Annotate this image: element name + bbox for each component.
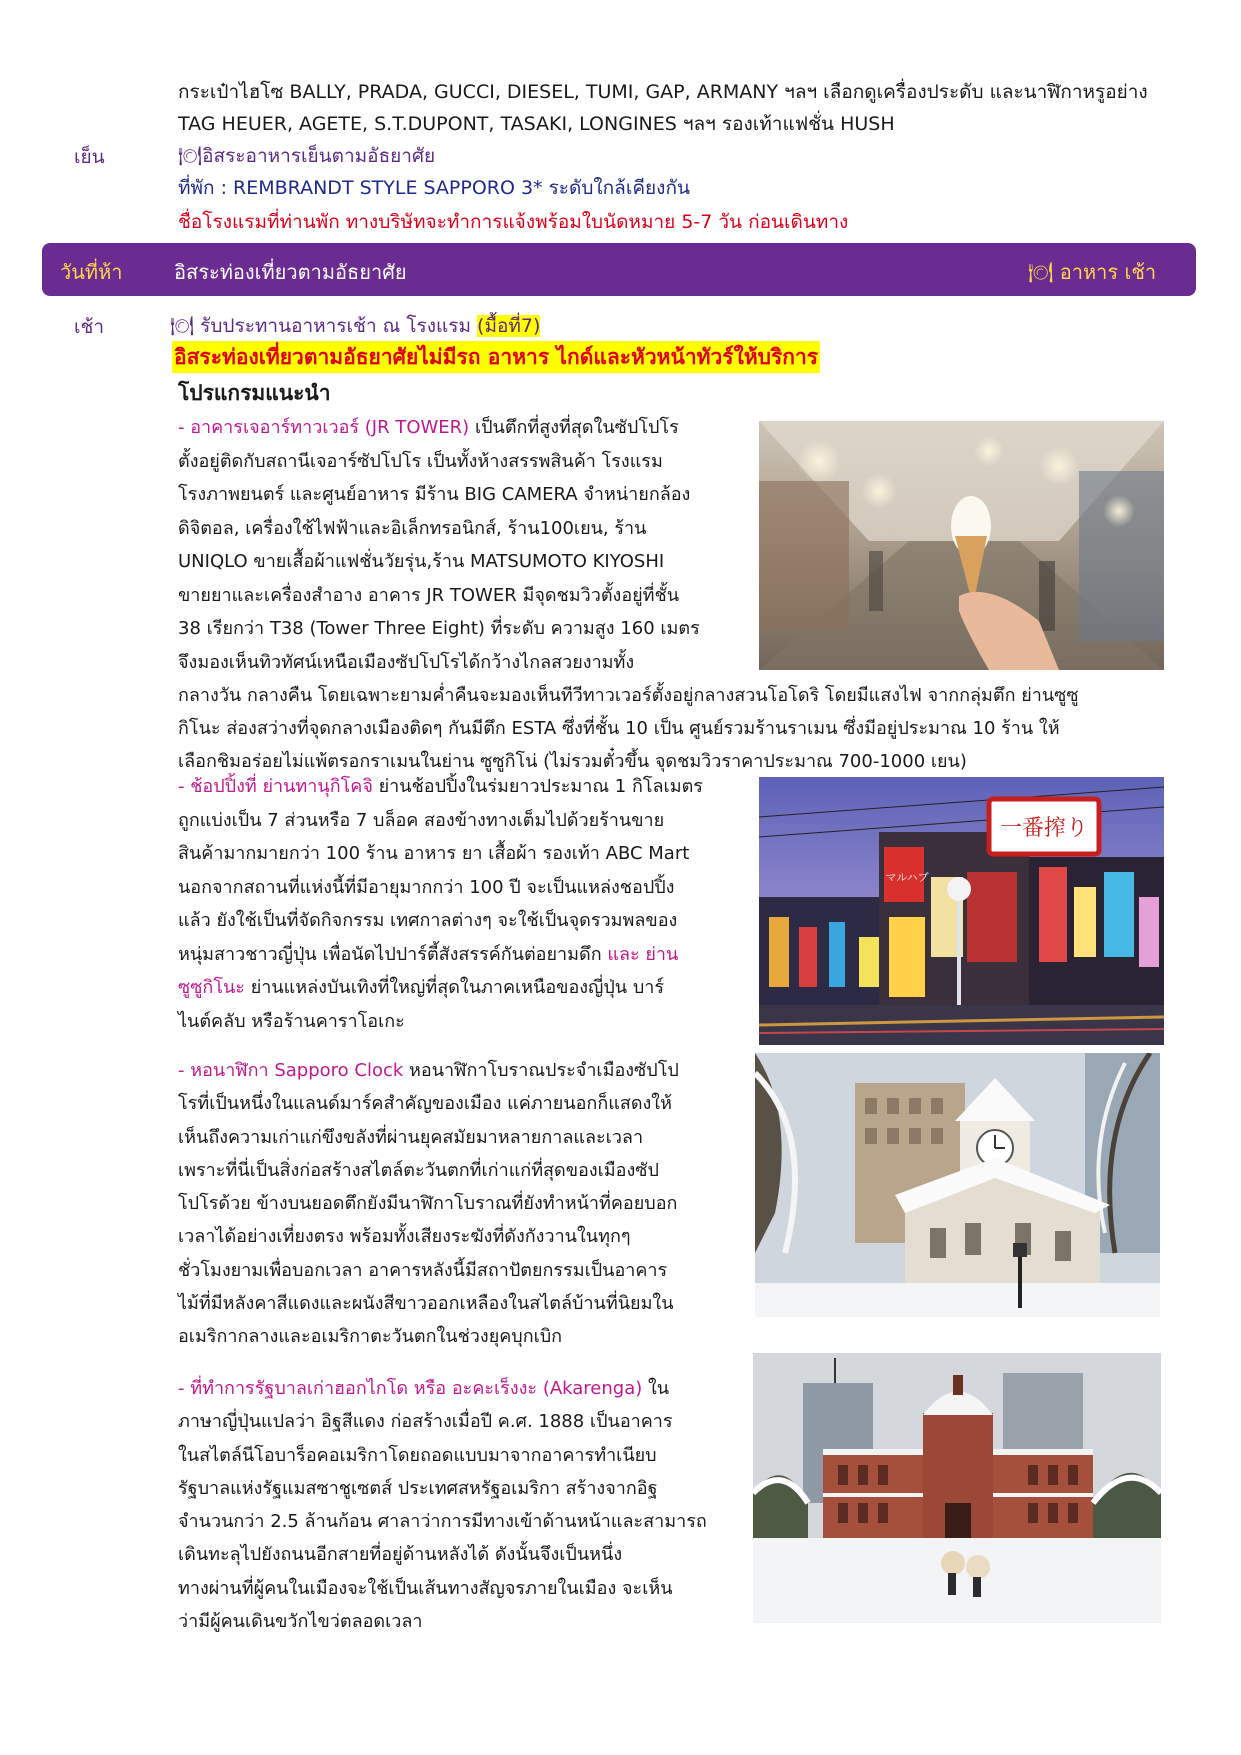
jr-line: จึงมองเห็นทิวทัศน์เหนือเมืองซัปโปโรได้กว้างไกลสวยงามทั้ง: [178, 651, 635, 673]
breakfast-text: 🍽 รับประทานอาหารเช้า ณ โรงแรม: [170, 315, 471, 337]
tanuki-line: หนุ่มสาวชาวญี่ปุ่น เพื่อนัดไปปาร์ตี้สังสรรค์กันต่อยามดึก: [178, 943, 602, 965]
jr-line: ตั้งอยู่ติดกับสถานีเจอาร์ซัปโปโร เป็นทั้งห้างสรรพสินค้า โรงแรม: [178, 450, 663, 472]
clock-line: โรที่เป็นหนึ่งในแลนด์มาร์คสำคัญของเมือง แค่ภายนอกก็แสดงให้: [178, 1093, 672, 1115]
day-meals: 🍽 อาหาร เช้า: [1028, 260, 1157, 284]
hotel-notice: ชื่อโรงแรมที่ท่านพัก ทางบริษัทจะทำการแจ้งพร้อมใบนัดหมาย 5-7 วัน ก่อนเดินทาง: [178, 211, 849, 233]
akarenga-line: ทางผ่านที่ผู้คนในเมืองจะใช้เป็นเส้นทางสัญจรภายในเมือง จะเห็น: [178, 1577, 673, 1599]
photo-akarenga: [753, 1353, 1161, 1623]
akarenga-line: เดินทะลุไปยังถนนอีกสายที่อยู่ด้านหลังได้ ดังนั้นจึงเป็นหนึ่ง: [178, 1544, 623, 1566]
tanukikoji-title: - ช้อปปิ้งที่ ย่านทานุกิโคจิ: [178, 776, 373, 797]
shopping-brands-line-1: กระเป๋าไฮโซ BALLY, PRADA, GUCCI, DIESEL, TUMI, GAP, ARMANY ฯลฯ เลือกดูเครื่องประดับ และนาฬิกาหรูอย่าง: [178, 81, 1148, 103]
akarenga-line: จำนวนกว่า 2.5 ล้านก้อน ศาลาว่าการมีทางเข้าด้านหน้าและสามารถ: [178, 1511, 707, 1533]
program-title: โปรแกรมแนะนำ: [178, 381, 331, 405]
akarenga-title: - ที่ทำการรัฐบาลเก่าฮอกไกโด หรือ อะคะเร็งงะ (Akarenga): [178, 1378, 643, 1399]
clock-line: ชั่วโมงยามเพื่อบอกเวลา อาคารหลังนี้มีสถาปัตยกรรมเป็นอาคาร: [178, 1259, 668, 1281]
photo-susukino-night: [759, 777, 1164, 1045]
breakfast-info: [170, 310, 540, 342]
day-title: อิสระท่องเที่ยวตามอัธยาศัย: [174, 260, 407, 284]
day-number: วันที่ห้า: [60, 260, 123, 284]
jr-tower-narrow: [178, 411, 738, 679]
jr-line: เลือกชิมอร่อยไม่แพ้ตรอกราเมนในย่าน ซูซูกิโน่ (ไม่รวมตั๋วขึ้น จุดชมวิวราคาประมาณ 700-1000 เยน): [178, 751, 967, 772]
akarenga-line: ว่ามีผู้คนเดินขวักไขว่ตลอดเวลา: [178, 1611, 423, 1633]
akarenga-line: ในสไตล์นีโอบาร็อคอเมริกาโดยถอดแบบมาจากอาคารทำเนียบ: [178, 1444, 657, 1466]
tanukikoji-text: [178, 770, 738, 1038]
clock-line: เห็นถึงความเก่าแก่ขึงขลังที่ผ่านยุคสมัยมาหลายกาลและเวลา: [178, 1126, 644, 1148]
sapporo-clock-title: - หอนาฬิกา Sapporo Clock: [178, 1060, 404, 1081]
clock-line: อเมริกากลางและอเมริกาตะวันตกในช่วงยุคบุกเบิก: [178, 1326, 563, 1348]
jr-line: กลางวัน กลางคืน โดยเฉพาะยามค่ำคืนจะมองเห็นทีวีทาวเวอร์ตั้งอยู่กลางสวนโอโดริ โดยมีแสงไฟ จากกลุ่มตึก ย่านซูซู: [178, 685, 1079, 706]
susukino-link-a: และ ย่าน: [607, 943, 679, 965]
shopping-brands-line-2: TAG HEUER, AGETE, S.T.DUPONT, TASAKI, LONGINES ฯลฯ รองเท้าแฟชั่น HUSH: [178, 113, 895, 135]
tanuki-line: ย่านช้อปปิ้งในร่มยาวประมาณ 1 กิโลเมตร: [378, 776, 703, 797]
photo-sapporo-clock-tower: [755, 1053, 1160, 1317]
tanuki-line: แล้ว ยังใช้เป็นที่จัดกิจกรรม เทศกาลต่างๆ จะใช้เป็นจุดรวมพลของ: [178, 910, 678, 931]
susukino-desc: ย่านแหล่งบันเทิงที่ใหญ่ที่สุดในภาคเหนือของญี่ปุ่น บาร์: [250, 977, 665, 998]
akarenga-line: ใน: [648, 1378, 670, 1399]
photo-soft-cream-arcade: [759, 421, 1164, 670]
day-header-bar: [42, 243, 1196, 296]
jr-tower-title: - อาคารเจอาร์ทาวเวอร์ (JR TOWER): [178, 417, 470, 438]
tanuki-line: นอกจากสถานที่แห่งนี้ที่มีอายุมากกว่า 100 ปี จะเป็นแหล่งชอปปิ้ง: [178, 876, 675, 898]
jr-line: เป็นตึกที่สูงที่สุดในซัปโปโร: [474, 417, 679, 438]
jr-line: ขายยาและเครื่องสำอาง อาคาร JR TOWER มีจุดชมวิวตั้งอยู่ที่ชั้น: [178, 584, 680, 606]
sign-maruhabu: マルハブ: [885, 871, 929, 884]
clock-line: ไม้ที่มีหลังคาสีแดงและผนังสีขาวออกเหลืองในสไตล์บ้านที่นิยมใน: [178, 1293, 674, 1315]
sign-ichiban: 一番搾り: [999, 816, 1089, 841]
meal-number: (มื้อที่7): [477, 315, 541, 337]
evening-label: เย็น: [74, 146, 105, 168]
clock-line: เวลาได้อย่างเที่ยงตรง พร้อมทั้งเสียงระฆังที่ดังกังวานในทุกๆ: [178, 1226, 631, 1248]
free-day-notice: อิสระท่องเที่ยวตามอัธยาศัยไม่มีรถ อาหาร ไกด์และหัวหน้าทัวร์ให้บริการ: [172, 341, 820, 373]
tanuki-line: ไนต์คลับ หรือร้านคาราโอเกะ: [178, 1010, 405, 1032]
morning-label: เช้า: [74, 316, 105, 338]
clock-line: เพราะที่นี่เป็นสิ่งก่อสร้างสไตล์ตะวันตกที่เก่าแก่ที่สุดของเมืองซัป: [178, 1159, 659, 1181]
jr-line: 38 เรียกว่า T38 (Tower Three Eight) ที่ระดับ ความสูง 160 เมตร: [178, 618, 700, 639]
hotel-info: ที่พัก : REMBRANDT STYLE SAPPORO 3* ระดับใกล้เคียงกัน: [178, 177, 690, 199]
jr-tower-wide: [178, 679, 1178, 778]
akarenga-text: [178, 1372, 738, 1638]
tanuki-line: ถูกแบ่งเป็น 7 ส่วนหรือ 7 บล็อค สองข้างทางเต็มไปด้วยร้านขาย: [178, 809, 665, 831]
jr-line: โรงภาพยนตร์ และศูนย์อาหาร มีร้าน BIG CAMERA จำหน่ายกล้อง: [178, 484, 691, 505]
jr-line: กิโนะ ส่องสว่างที่จุดกลางเมืองติดๆ กันมีตึก ESTA ซึ่งที่ชั้น 10 เป็น ศูนย์รวมร้านราเมน ซึ่งมีอยู่ประมาณ 10 ร้าน ให้: [178, 718, 1060, 739]
dinner-info: 🍽อิสระอาหารเย็นตามอัธยาศัย: [178, 145, 436, 167]
susukino-link-b: ซูซูกิโนะ: [178, 977, 245, 998]
sapporo-clock-text: [178, 1054, 738, 1354]
jr-line: ดิจิตอล, เครื่องใช้ไฟฟ้าและอิเล็กทรอนิกส์, ร้าน100เยน, ร้าน: [178, 517, 647, 539]
clock-line: โปโรด้วย ข้างบนยอดตึกยังมีนาฬิกาโบราณที่ยังทำหน้าที่คอยบอก: [178, 1193, 678, 1215]
tanuki-line: สินค้ามากมายกว่า 100 ร้าน อาหาร ยา เสื้อผ้า รองเท้า ABC Mart: [178, 843, 690, 864]
jr-line: UNIQLO ขายเสื้อผ้าแฟชั่นวัยรุ่น,ร้าน MATSUMOTO KIYOSHI: [178, 551, 665, 572]
akarenga-line: รัฐบาลแห่งรัฐแมสซาชูเซตส์ ประเทศสหรัฐอเมริกา สร้างจากอิฐ: [178, 1477, 658, 1499]
clock-line: หอนาฬิกาโบราณประจำเมืองซัปโป: [409, 1060, 679, 1081]
akarenga-line: ภาษาญี่ปุ่นแปลว่า อิฐสีแดง ก่อสร้างเมื่อปี ค.ศ. 1888 เป็นอาคาร: [178, 1411, 673, 1433]
